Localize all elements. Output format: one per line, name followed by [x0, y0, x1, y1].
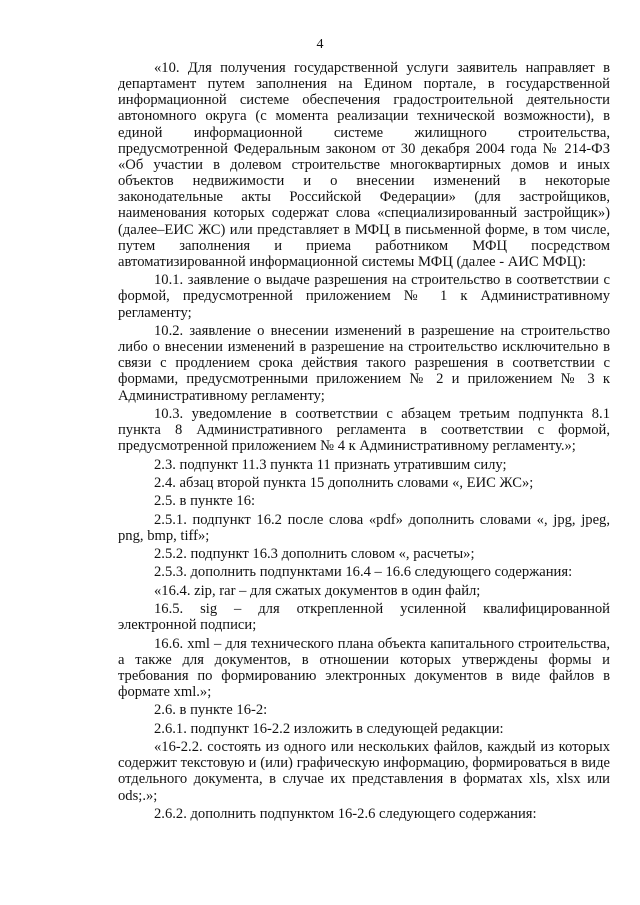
- paragraph-16-5: 16.5. sig – для открепленной усиленной квалифицированной электронной подписи;: [118, 601, 610, 634]
- paragraph-16-6: 16.6. xml – для технического плана объекта капитального строительства, а также для документов, в отношении которых утверждены формы и требования по формированию электронных документов в виде файлов в формате xml.»;: [118, 635, 610, 701]
- page-number: 4: [316, 37, 324, 52]
- paragraph-10-3: 10.3. уведомление в соответствии с абзацем третьим подпункта 8.1 пункта 8 Административного регламента в соответствии с формой, предусмотренной приложением № 4 к Административному регламенту.»;: [118, 405, 610, 455]
- paragraph-2-6-2: 2.6.2. дополнить подпунктом 16-2.6 следующего содержания:: [154, 805, 537, 822]
- paragraph-2-5: 2.5. в пункте 16:: [154, 493, 256, 510]
- paragraph-10-1: 10.1. заявление о выдаче разрешения на строительство в соответствии с формой, предусмотренной приложением № 1 к Административному регламенту;: [118, 272, 610, 321]
- paragraph-2-4: 2.4. абзац второй пункта 15 дополнить словами «, ЕИС ЖС»;: [154, 474, 534, 491]
- paragraph-10-2: 10.2. заявление о внесении изменений в разрешение на строительство либо о внесении изменений в разрешение на строительство исключительно в связи с продлением срока действия такого разрешения в соответствии с формами, предусмотренными приложением № 2 и приложением № 3 к Административному регламенту;: [118, 322, 610, 404]
- paragraph-2-5-3: 2.5.3. дополнить подпунктами 16.4 – 16.6 следующего содержания:: [154, 564, 573, 581]
- paragraph-2-5-1: 2.5.1. подпункт 16.2 после слова «pdf» дополнить словами «, jpg, jpeg, png, bmp, tiff»;: [118, 511, 610, 544]
- paragraph-16-4: «16.4. zip, rar – для сжатых документов в один файл;: [154, 582, 481, 599]
- paragraph-10: «10. Для получения государственной услуги заявитель направляет в департамент путем заполнения на Едином портале, в государственной информационной системе обеспечения градостроительной деятельности автономного округа (с момента реализации технической возможности), в единой информационной системе жилищного строительства, предусмотренной Федеральным законом от 30 декабря 2004 года № 214-ФЗ «Об участии в долевом строительстве многоквартирных домов и иных объектов недвижимости и о внесении изменений в некоторые законодательные акты Российской Федерации» (для застройщиков, наименования которых содержат слова «специализированный застройщик») (далее–ЕИС ЖС) или представляет в МФЦ в письменной форме, в том числе, путем заполнения и приема работником МФЦ посредством автоматизированной информационной системы МФЦ (далее - АИС МФЦ):: [118, 60, 610, 270]
- paragraph-2-6: 2.6. в пункте 16-2:: [154, 702, 268, 719]
- paragraph-2-6-1: 2.6.1. подпункт 16-2.2 изложить в следующей редакции:: [154, 720, 504, 737]
- paragraph-2-5-2: 2.5.2. подпункт 16.3 дополнить словом «, расчеты»;: [154, 546, 475, 563]
- paragraph-2-3: 2.3. подпункт 11.3 пункта 11 признать утратившим силу;: [154, 456, 507, 473]
- paragraph-16-2-2: «16-2.2. состоять из одного или нескольких файлов, каждый из которых содержит текстовую и (или) графическую информацию, формироваться в виде отдельного документа, в случае их представления в форматах xls, xlsx или ods;.»;: [118, 739, 610, 804]
- document-body: [118, 60, 610, 824]
